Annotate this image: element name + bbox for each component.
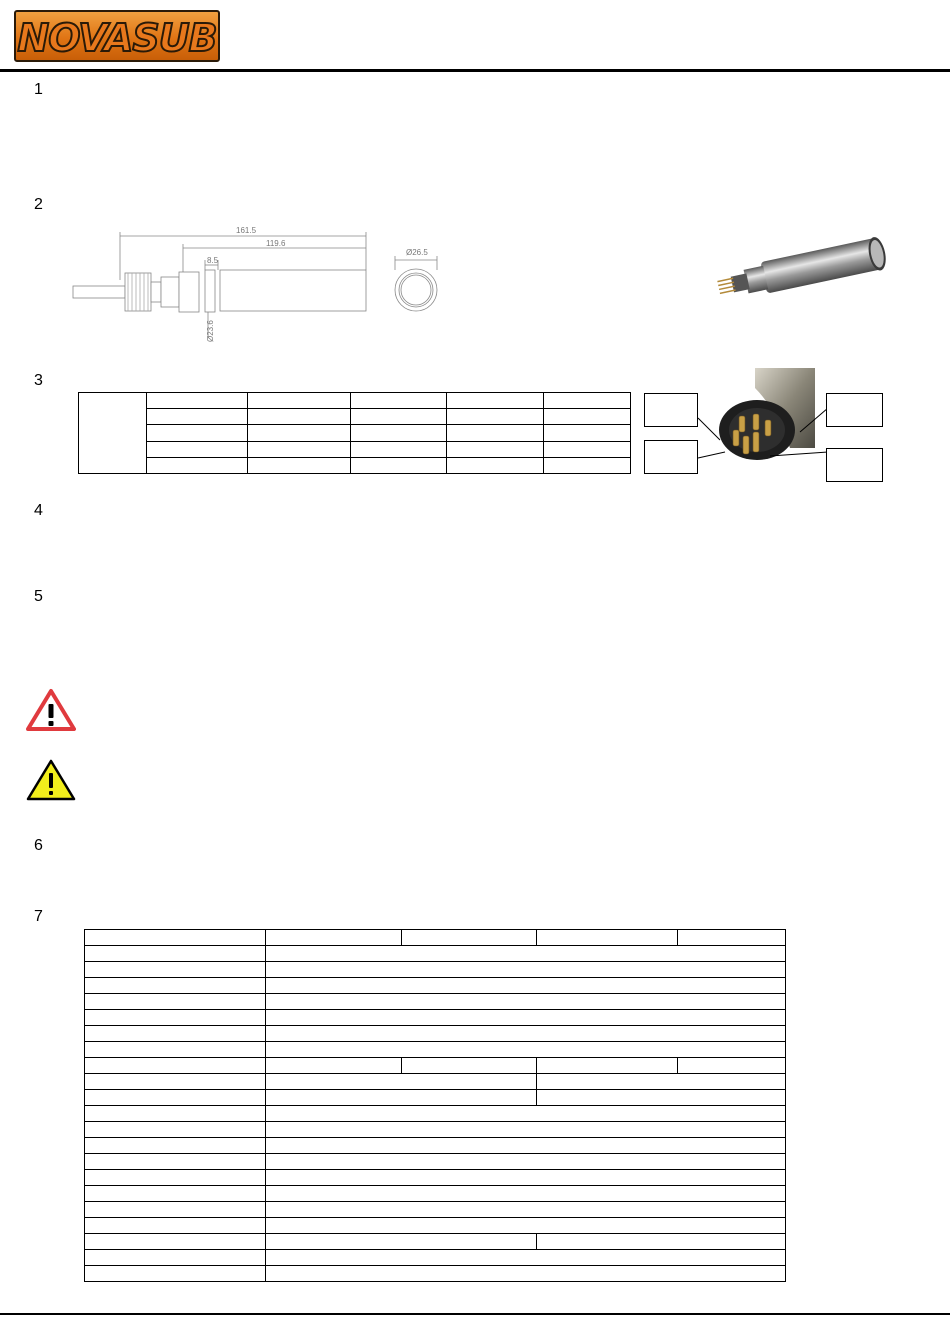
table-cell <box>265 1250 785 1266</box>
table-cell <box>265 1218 785 1234</box>
table-row <box>85 1042 786 1058</box>
table-cell <box>265 930 401 946</box>
table-cell <box>447 409 544 425</box>
table-cell <box>147 441 248 457</box>
table-cell <box>265 1042 785 1058</box>
dim-total-length: 161.5 <box>236 226 257 235</box>
table-row <box>85 1170 786 1186</box>
table-row <box>85 1058 786 1074</box>
table-cell <box>85 946 266 962</box>
table-cell <box>265 1202 785 1218</box>
table-cell <box>147 409 248 425</box>
table-cell <box>147 425 248 441</box>
sensor-photo <box>710 230 890 300</box>
table-cell <box>265 1090 537 1106</box>
table-cell <box>351 425 447 441</box>
caution-triangle-icon <box>26 758 76 802</box>
danger-triangle-icon <box>26 688 76 732</box>
table-cell <box>248 457 351 473</box>
table-row <box>85 1026 786 1042</box>
technical-drawing <box>60 220 460 350</box>
table-cell <box>537 1058 678 1074</box>
novasub-logo <box>14 10 220 62</box>
table-row <box>85 1186 786 1202</box>
table-cell <box>147 457 248 473</box>
table-row <box>85 1138 786 1154</box>
table-cell <box>544 457 631 473</box>
table-cell <box>85 994 266 1010</box>
section-number-7: 7 <box>34 908 43 925</box>
pinout-table <box>78 392 631 474</box>
table-cell <box>401 1058 537 1074</box>
dim-front-diameter: Ø26.5 <box>406 248 428 257</box>
table-cell <box>447 441 544 457</box>
table-cell <box>678 1058 786 1074</box>
table-row <box>85 1090 786 1106</box>
table-cell <box>85 962 266 978</box>
table-cell <box>351 441 447 457</box>
specifications-table <box>84 929 786 1282</box>
section-number-3: 3 <box>34 372 43 389</box>
table-cell <box>401 930 537 946</box>
section-number-2: 2 <box>34 196 43 213</box>
table-cell <box>265 946 785 962</box>
table-cell <box>351 393 447 409</box>
table-cell <box>248 409 351 425</box>
table-cell <box>85 1218 266 1234</box>
table-cell <box>351 409 447 425</box>
table-cell <box>265 1074 537 1090</box>
section-number-1: 1 <box>34 81 43 98</box>
table-row <box>85 946 786 962</box>
table-row <box>79 393 631 409</box>
dim-collar: 8.5 <box>207 256 219 265</box>
table-cell <box>265 1106 785 1122</box>
table-cell <box>248 393 351 409</box>
table-cell <box>85 1186 266 1202</box>
table-cell <box>265 1010 785 1026</box>
table-cell <box>265 1186 785 1202</box>
table-row <box>79 425 631 441</box>
table-row <box>85 1218 786 1234</box>
table-cell <box>544 393 631 409</box>
table-cell <box>351 457 447 473</box>
table-cell <box>265 1170 785 1186</box>
callout-box <box>826 393 883 427</box>
table-row <box>85 1202 786 1218</box>
table-row <box>85 1234 786 1250</box>
table-row <box>85 978 786 994</box>
dim-body-diameter: Ø23.6 <box>206 320 215 342</box>
table-row <box>85 1010 786 1026</box>
table-cell <box>248 441 351 457</box>
table-row <box>79 457 631 473</box>
table-cell <box>265 1058 401 1074</box>
table-cell <box>85 1122 266 1138</box>
callout-box <box>644 440 698 474</box>
table-cell <box>85 1154 266 1170</box>
table-row <box>85 930 786 946</box>
table-cell <box>85 1202 266 1218</box>
table-row <box>85 1106 786 1122</box>
table-cell <box>85 1026 266 1042</box>
callout-box <box>826 448 883 482</box>
table-row <box>79 441 631 457</box>
table-cell <box>85 1058 266 1074</box>
callout-box <box>644 393 698 427</box>
table-cell <box>85 1138 266 1154</box>
table-row <box>85 994 786 1010</box>
table-cell <box>447 425 544 441</box>
dim-body-length: 119.6 <box>266 239 286 248</box>
table-cell <box>147 393 248 409</box>
table-cell <box>85 1106 266 1122</box>
table-cell <box>265 1266 785 1282</box>
table-cell <box>265 994 785 1010</box>
table-row <box>79 409 631 425</box>
table-cell <box>85 1250 266 1266</box>
table-cell <box>85 1010 266 1026</box>
table-cell <box>265 1122 785 1138</box>
table-cell <box>447 393 544 409</box>
table-row <box>85 1074 786 1090</box>
table-cell <box>544 425 631 441</box>
table-cell <box>265 1154 785 1170</box>
table-cell <box>85 1170 266 1186</box>
section-number-6: 6 <box>34 837 43 854</box>
table-cell <box>447 457 544 473</box>
section-number-4: 4 <box>34 502 43 519</box>
table-cell <box>265 978 785 994</box>
table-cell <box>537 1074 786 1090</box>
table-row <box>85 1250 786 1266</box>
table-cell <box>544 441 631 457</box>
table-cell <box>265 1138 785 1154</box>
table-row <box>85 1266 786 1282</box>
table-cell <box>265 1026 785 1042</box>
table-row <box>85 962 786 978</box>
header-rule <box>0 69 950 72</box>
table-cell <box>79 393 147 474</box>
section-number-5: 5 <box>34 588 43 605</box>
table-cell <box>85 978 266 994</box>
table-cell <box>85 930 266 946</box>
table-cell <box>537 1234 786 1250</box>
table-cell <box>85 1042 266 1058</box>
footer-rule <box>0 1313 950 1315</box>
table-cell <box>265 962 785 978</box>
table-cell <box>537 1090 786 1106</box>
table-cell <box>85 1074 266 1090</box>
table-cell <box>85 1090 266 1106</box>
table-row <box>85 1154 786 1170</box>
table-cell <box>265 1234 537 1250</box>
table-cell <box>248 425 351 441</box>
logo-text: NOVASUB <box>17 16 217 60</box>
table-cell <box>678 930 786 946</box>
table-cell <box>85 1266 266 1282</box>
table-cell <box>544 409 631 425</box>
table-row <box>85 1122 786 1138</box>
table-cell <box>537 930 678 946</box>
table-cell <box>85 1234 266 1250</box>
